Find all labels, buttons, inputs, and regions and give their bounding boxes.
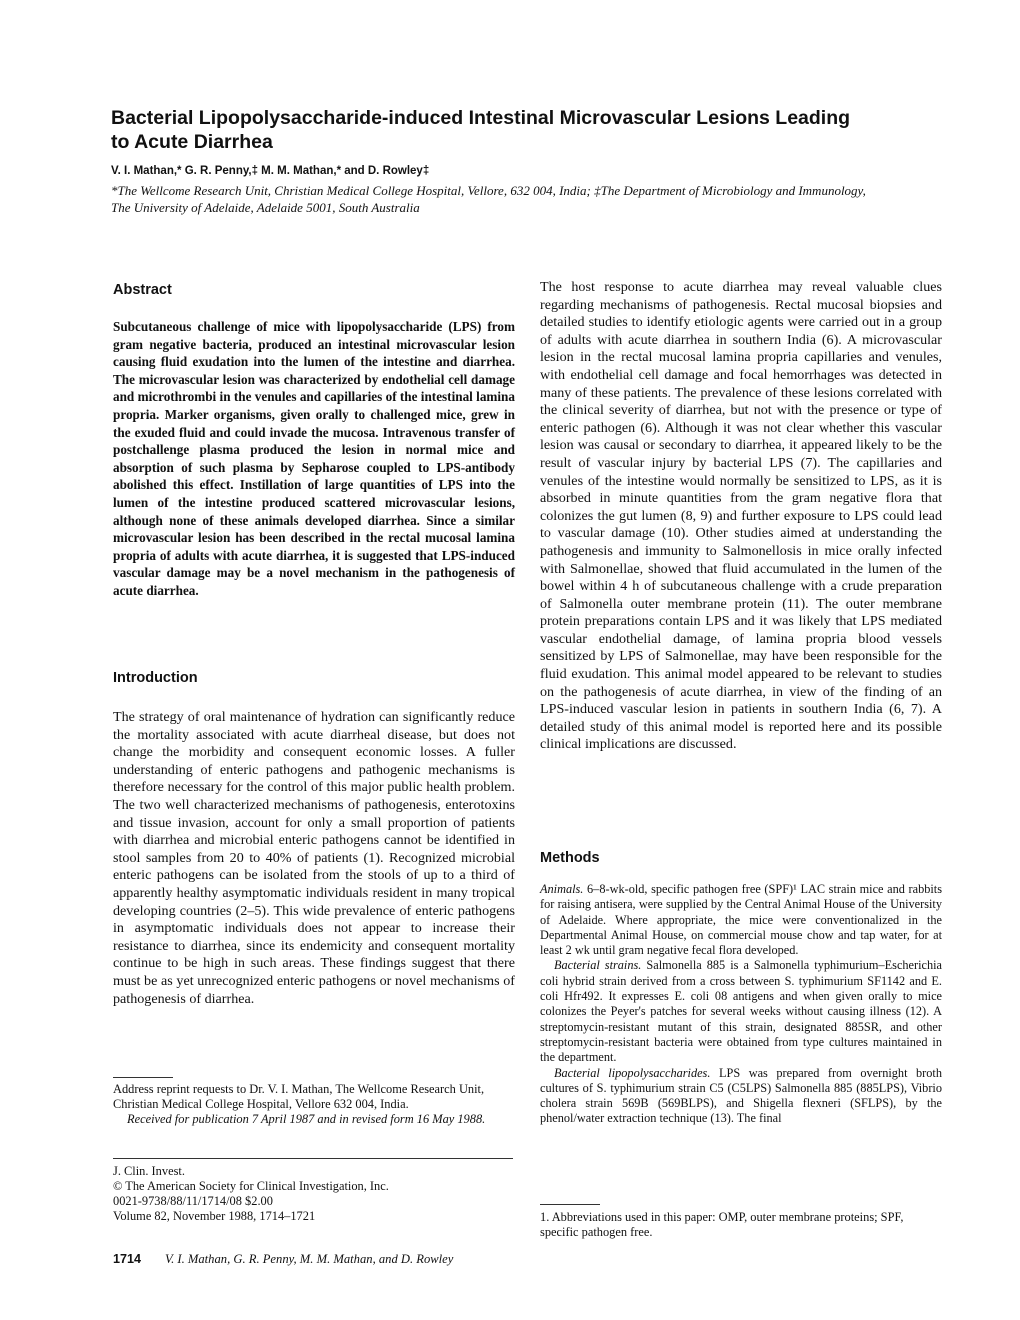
citation-divider: [113, 1158, 513, 1159]
strains-text: Salmonella 885 is a Salmonella typhimurium–Escherichia coli hybrid strain derived from a cross between S. typhimurium SF1142 and E. coli Hfr492. It expresses E. coli 08 antigens and when given orally to mice colonizes the Peyer's patches for several weeks without causing illness (12). A streptomycin-resistant mutant of this strain, designated 885SR, and other streptomycin-resistant bacteria were obtained from type cultures maintained in the department.: [540, 958, 942, 1065]
animals-text: 6–8-wk-old, specific pathogen free (SPF)¹ LAC strain mice and rabbits for raising antisera, were supplied by the Central Animal House of the University of Adelaide. Where appropriate, the mice were conventionalized in the Departmental Animal House, on commercial mouse chow and tap water, for at least 2 wk until gram negative fecal flora developed.: [540, 882, 943, 958]
page-footer: [113, 1252, 453, 1267]
lps-text: LPS was prepared from overnight broth cultures of S. typhimurium strain C5 (C5LPS) Salmonella 885 (885LPS), Vibrio cholera strain 569B (569BLPS), and Shigella flexneri (SFLPS), by the phenol/water extraction technique (13). The final: [540, 1065, 942, 1126]
introduction-text: The strategy of oral maintenance of hydration can significantly reduce the mortality associated with acute diarrheal disease, but does not change the morbidity and consequent economic losses. A fuller understanding of enteric pathogens and pathogenic mechanisms is therefore necessary for the control of this major public health problem. The two well characterized mechanisms of pathogenesis, enterotoxins and tissue invasion, account for only a small proportion of patients with diarrhea and microbial enteric pathogens cannot be identified in stool samples from 20 to 40% of patients (1). Recognized microbial enteric pathogens can be isolated from the stools of up to a third of apparently healthy asymptomatic individuals resident in many tropical developing countries (2–5). This wide prevalence of enteric pathogens in asymptomatic individuals does not appear to increase their resistance to diarrhea, since its endemicity and consequent mortality continue to be high in such areas. These findings suggest that there must be as yet unrecognized enteric pathogens or novel mechanisms of pathogenesis of diarrhea.: [113, 709, 515, 1007]
abbreviations-divider: [540, 1204, 600, 1205]
page-number: 1714: [113, 1252, 142, 1266]
methods-text: [540, 882, 942, 1127]
footnote-divider: [113, 1077, 173, 1078]
author-list: V. I. Mathan,* G. R. Penny,‡ M. M. Mathan,* and D. Rowley‡: [111, 165, 430, 177]
volume-line: Volume 82, November 1988, 1714–1721: [113, 1209, 316, 1223]
strains-label: Bacterial strains.: [554, 958, 642, 973]
methods-lps-paragraph: [540, 1066, 942, 1127]
methods-heading: Methods: [540, 850, 600, 866]
article-title: Bacterial Lipopolysaccharide-induced Intestinal Microvascular Lesions Leading to Acute Diarrhea: [111, 107, 851, 153]
abstract-text: Subcutaneous challenge of mice with lipopolysaccharide (LPS) from gram negative bacteria, produced an intestinal microvascular lesion causing fluid exudation into the lumen of the intestine and diarrhea. The microvascular lesion was characterized by endothelial cell damage and microthrombi in the venules and capillaries of the intestinal lamina propria. Marker organisms, given orally to challenged mice, grew in the exuded fluid and could invade the mucosa. Intravenous transfer of postchallenge plasma produced the lesion in normal mice and absorption of such plasma by Sepharose coupled to LPS-antibody abolished this effect. Instillation of large quantities of LPS into the lumen of the intestine produced scattered microvascular lesions, although none of these animals developed diarrhea. Since a similar microvascular lesion has been described in the rectal mucosal lamina propria of adults with acute diarrhea, it is suggested that LPS-induced vascular damage may be a novel mechanism in the pathogenesis of acute diarrhea.: [113, 319, 515, 598]
methods-strains-paragraph: [540, 958, 942, 1065]
methods-section: [540, 850, 942, 866]
received-text: Received for publication 7 April 1987 and in revised form 16 May 1988.: [127, 1112, 486, 1126]
running-authors: V. I. Mathan, G. R. Penny, M. M. Mathan, and D. Rowley: [165, 1252, 454, 1266]
methods-animals-paragraph: [540, 882, 942, 958]
address-text: Address reprint requests to Dr. V. I. Mathan, The Wellcome Research Unit, Christian Medical College Hospital, Vellore 632 004, India.: [113, 1082, 485, 1111]
lps-label: Bacterial lipopolysaccharides.: [554, 1065, 711, 1080]
copyright-line: © The American Society for Clinical Investigation, Inc.: [113, 1179, 389, 1193]
right-column-text: The host response to acute diarrhea may reveal valuable clues regarding mechanisms of pathogenesis. Rectal mucosal biopsies and detailed studies to identify etiologic agents were carried out in a group of adults with acute diarrhea in southern India (6). A microvascular lesion in the rectal mucosal lamina propria capillaries and venules, with endothelial cell damage and focal hemorrhages was detected in many of these patients. The prevalence of these lesions correlated with the clinical severity of diarrhea, but not with the presence or type of enteric pathogen (6). Although it was not clear whether this vascular lesion was causal or secondary to diarrhea, it appeared likely to be the result of vascular injury by bacterial LPS (7). The capillaries and venules of the intestine would normally be sensitized to LPS, as it is absorbed in minute quantities from the gram negative flora that colonizes the gut lumen (8, 9) and further exposure to LPS could lead to vascular damage (10). Other studies aimed at understanding the pathogenesis and immunity to Salmonellosis in mice orally infected with Salmonellae, showed that fluid accumulated in the lumen of the bowel within 4 h of subcutaneous challenge with a crude preparation of Salmonella outer membrane protein (11). The outer membrane protein preparations contain LPS and it was likely that LPS mediated vascular endothelial damage, of lamina propria blood vessels sensitized by LPS of Salmonellae, may have been responsible for the fluid exudation. This animal model appeared to be relevant to studies on the pathogenesis of acute diarrhea, in view of the finding of an LPS-induced vascular lesion in patients in southern India (6, 7). A detailed study of this animal model is reported here and its possible clinical implications are discussed.: [540, 279, 942, 753]
abstract-section: [113, 282, 515, 298]
abstract-heading: Abstract: [113, 282, 172, 298]
journal-name: J. Clin. Invest.: [113, 1164, 185, 1178]
introduction-section: [113, 670, 515, 686]
affiliations: *The Wellcome Research Unit, Christian Medical College Hospital, Vellore, 632 004, India; ‡The Department of Microbiology and Immunology, The University of Adelaide, Adelaide 5001, South Australia: [111, 183, 866, 215]
correspondence-note: [113, 1082, 515, 1127]
abbreviations-footnote: 1. Abbreviations used in this paper: OMP, outer membrane proteins; SPF, specific pathogen free.: [540, 1210, 904, 1239]
animals-label: Animals.: [540, 882, 584, 896]
citation-block: [113, 1164, 515, 1224]
journal-code: 0021-9738/88/11/1714/08 $2.00: [113, 1194, 273, 1208]
introduction-heading: Introduction: [113, 670, 198, 686]
